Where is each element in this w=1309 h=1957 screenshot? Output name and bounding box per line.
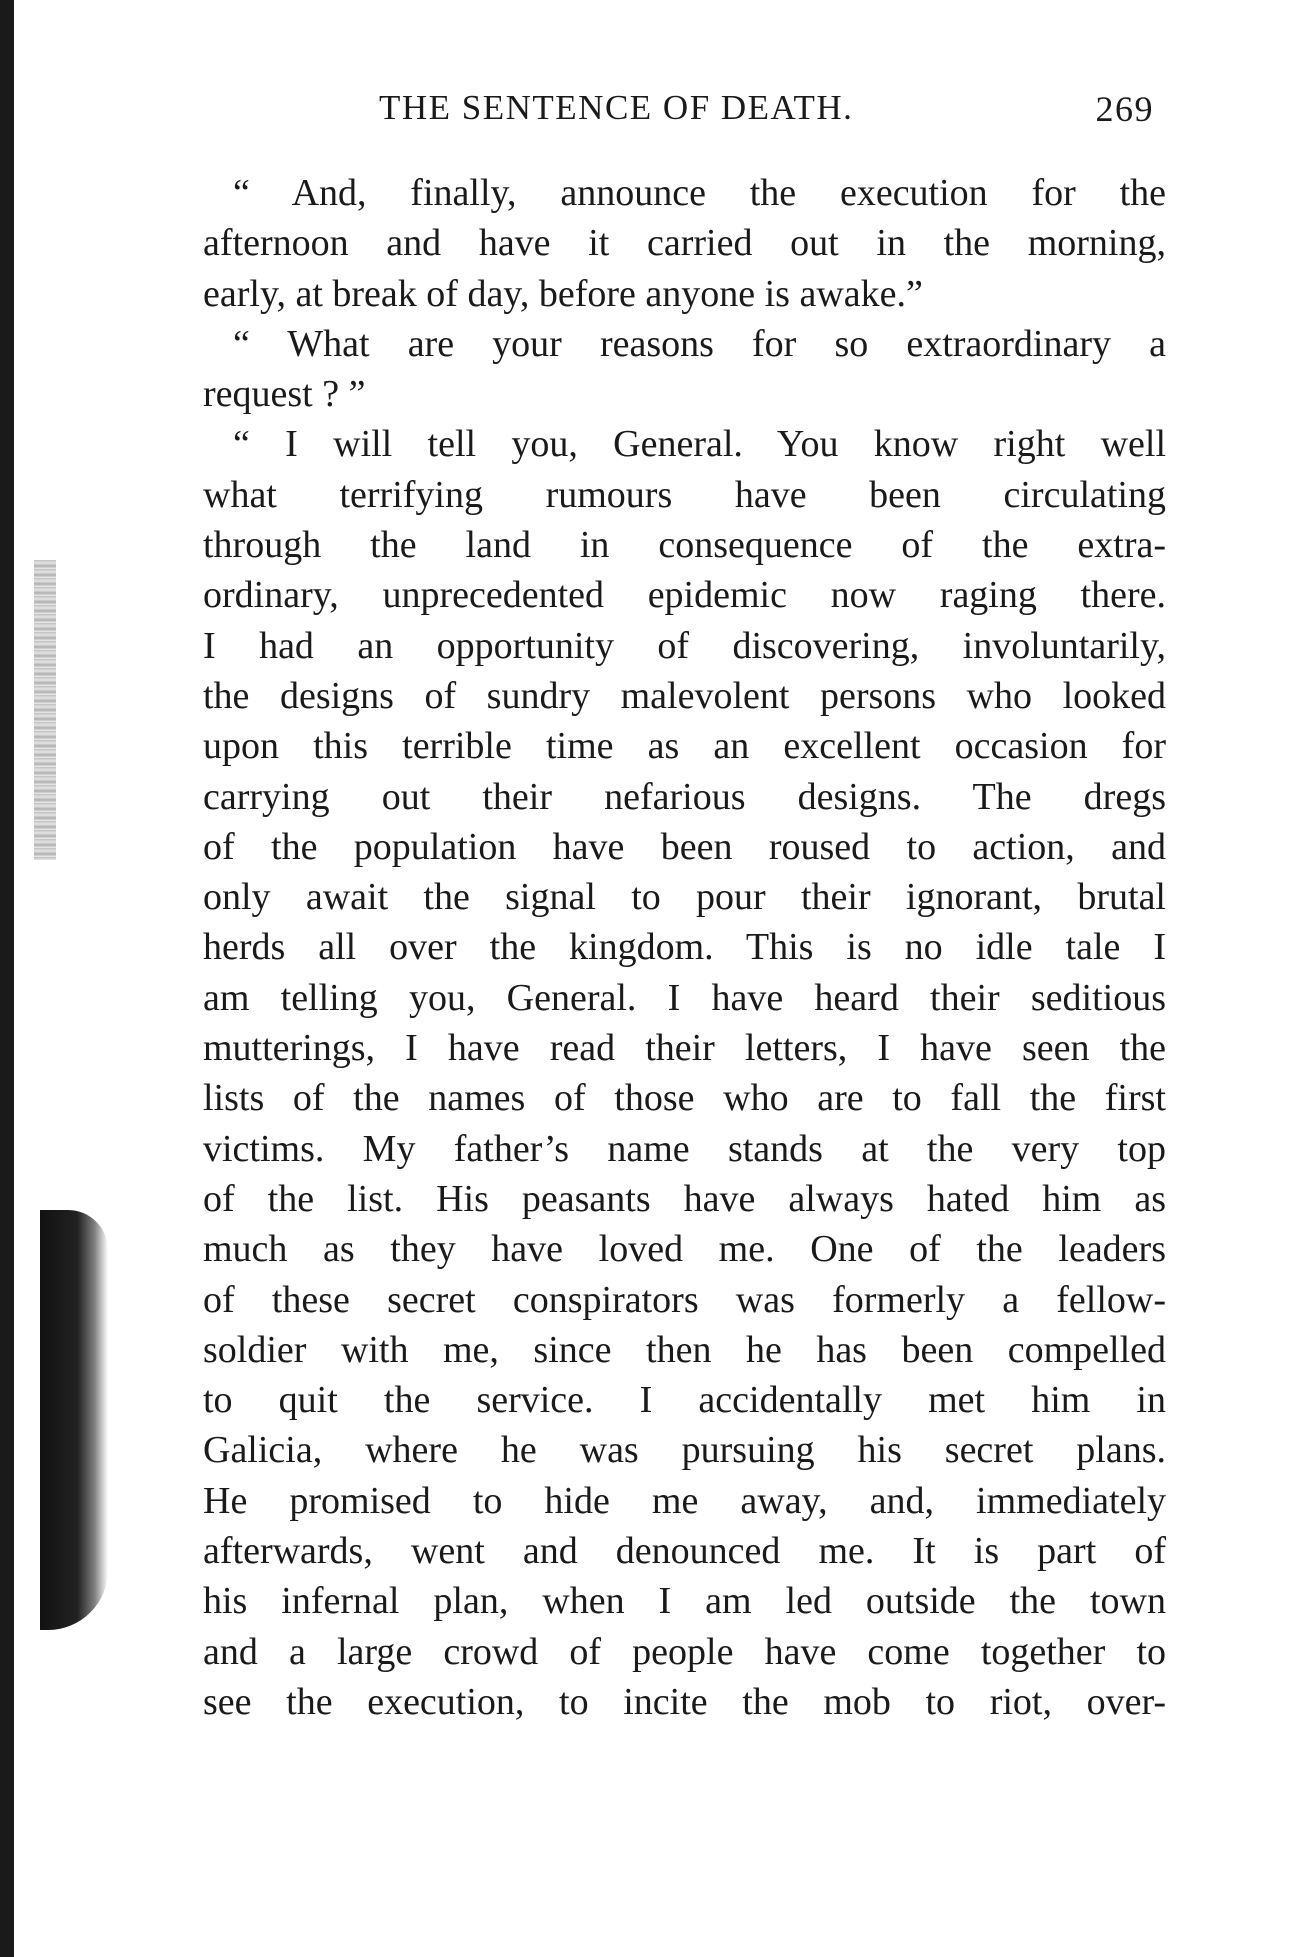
- text-line: early, at break of day, before anyone is awake.”: [203, 272, 923, 315]
- text-line: lists of the names of those who are to fall the first: [203, 1077, 1166, 1120]
- text-line: of the list. His peasants have always hated him as: [203, 1177, 1166, 1220]
- text-line: “ I will tell you, General. You know right well: [233, 423, 1166, 466]
- text-line: afternoon and have it carried out in the morning,: [203, 222, 1166, 265]
- running-head: THE SENTENCE OF DEATH.: [379, 88, 854, 127]
- text-line: request ? ”: [203, 373, 366, 416]
- text-line: through the land in consequence of the extra-: [203, 524, 1166, 567]
- text-line: what terrifying rumours have been circulating: [203, 473, 1166, 516]
- text-line: Galicia, where he was pursuing his secret plans.: [203, 1429, 1166, 1472]
- page-header: [203, 88, 1166, 148]
- text-line: herds all over the kingdom. This is no idle tale I: [203, 926, 1166, 969]
- binding-shadow: [40, 1210, 108, 1630]
- text-line: see the execution, to incite the mob to riot, over-: [203, 1680, 1166, 1723]
- text-line: much as they have loved me. One of the leaders: [203, 1228, 1166, 1271]
- text-line: “ And, finally, announce the execution for the: [233, 172, 1166, 214]
- binding-gutter: [0, 0, 14, 1957]
- text-line: victims. My father’s name stands at the very top: [203, 1127, 1166, 1170]
- binding-shadow: [34, 560, 56, 860]
- text-line: and a large crowd of people have come together to: [203, 1630, 1166, 1673]
- text-line: soldier with me, since then he has been compelled: [203, 1328, 1166, 1371]
- text-line: mutterings, I have read their letters, I have seen the: [203, 1027, 1166, 1070]
- text-line: the designs of sundry malevolent persons who looked: [203, 674, 1166, 717]
- text-line: his infernal plan, when I am led outside the town: [203, 1580, 1166, 1623]
- text-line: to quit the service. I accidentally met him in: [203, 1379, 1166, 1422]
- text-line: “ What are your reasons for so extraordinary a: [233, 322, 1166, 365]
- text-line: of these secret conspirators was formerly a fellow-: [203, 1278, 1166, 1321]
- text-line: ordinary, unprecedented epidemic now raging there.: [203, 574, 1166, 617]
- text-line: I had an opportunity of discovering, involuntarily,: [203, 624, 1166, 667]
- text-line: upon this terrible time as an excellent occasion for: [203, 725, 1166, 768]
- text-line: afterwards, went and denounced me. It is part of: [203, 1530, 1166, 1573]
- text-line: only await the signal to pour their ignorant, brutal: [203, 876, 1166, 919]
- book-page: [203, 88, 1166, 1723]
- text-line: carrying out their nefarious designs. The dregs: [203, 775, 1166, 818]
- body-text: [203, 168, 1166, 1727]
- text-line: He promised to hide me away, and, immediately: [203, 1479, 1166, 1522]
- text-line: am telling you, General. I have heard their seditious: [203, 976, 1166, 1019]
- text-line: of the population have been roused to action, and: [203, 825, 1166, 868]
- page-number: 269: [1095, 89, 1154, 129]
